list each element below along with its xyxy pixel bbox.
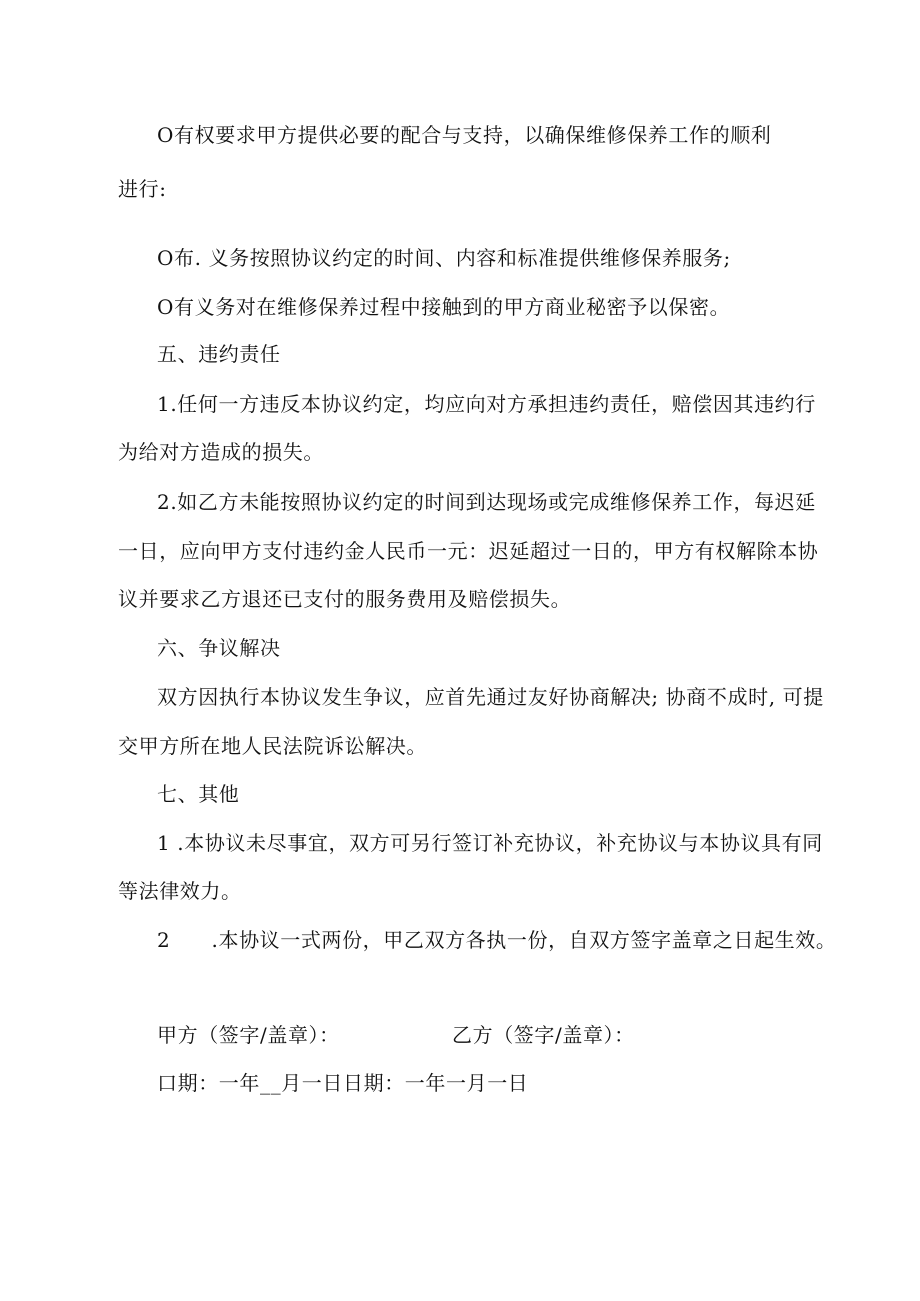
paragraph-line: 进行: — [118, 177, 167, 201]
paragraph-line: 2 .本协议一式两份，甲乙双方各执一份，自双方签字盖章之日起生效。 — [157, 928, 837, 952]
paragraph-line: O有义务对在维修保养过程中接触到的甲方商业秘密予以保密。 — [157, 295, 731, 319]
paragraph-line: 一日，应向甲方支付违约金人民币一元：迟延超过一日的，甲方有权解除本协 — [118, 539, 819, 563]
paragraph-line: 交甲方所在地人民法院诉讼解决。 — [118, 734, 427, 758]
paragraph-line: 1.任何一方违反本协议约定，均应向对方承担违约责任，赔偿因其违约行 — [157, 392, 816, 416]
section-heading: 七、其他 — [157, 782, 240, 806]
paragraph-line: 议并要求乙方退还已支付的服务费用及赔偿损失。 — [118, 587, 572, 611]
signature-party-a: 甲方（签字/盖章）： — [157, 1023, 340, 1047]
section-heading: 六、争议解决 — [157, 636, 281, 660]
paragraph-line: O有权要求甲方提供必要的配合与支持，以确保维修保养工作的顺利 — [157, 123, 772, 147]
paragraph-line: O布. 义务按照协议约定的时间、内容和标准提供维修保养服务; — [157, 246, 731, 270]
paragraph-line: 为给对方造成的损失。 — [118, 440, 324, 464]
section-heading: 五、违约责任 — [157, 342, 281, 366]
signature-date-line: 口期：一年__月一日日期：一年一月一日 — [157, 1071, 529, 1095]
paragraph-line: 双方因执行本协议发生争议，应首先通过友好协商解决; 协商不成时, 可提 — [157, 685, 824, 709]
signature-party-b: 乙方（签字/盖章）： — [452, 1023, 635, 1047]
paragraph-line: 1 .本协议未尽事宜，双方可另行签订补充协议，补充协议与本协议具有同 — [157, 831, 823, 855]
paragraph-line: 等法律效力。 — [118, 879, 242, 903]
paragraph-line: 2.如乙方未能按照协议约定的时间到达现场或完成维修保养工作，每迟延 — [157, 490, 816, 514]
